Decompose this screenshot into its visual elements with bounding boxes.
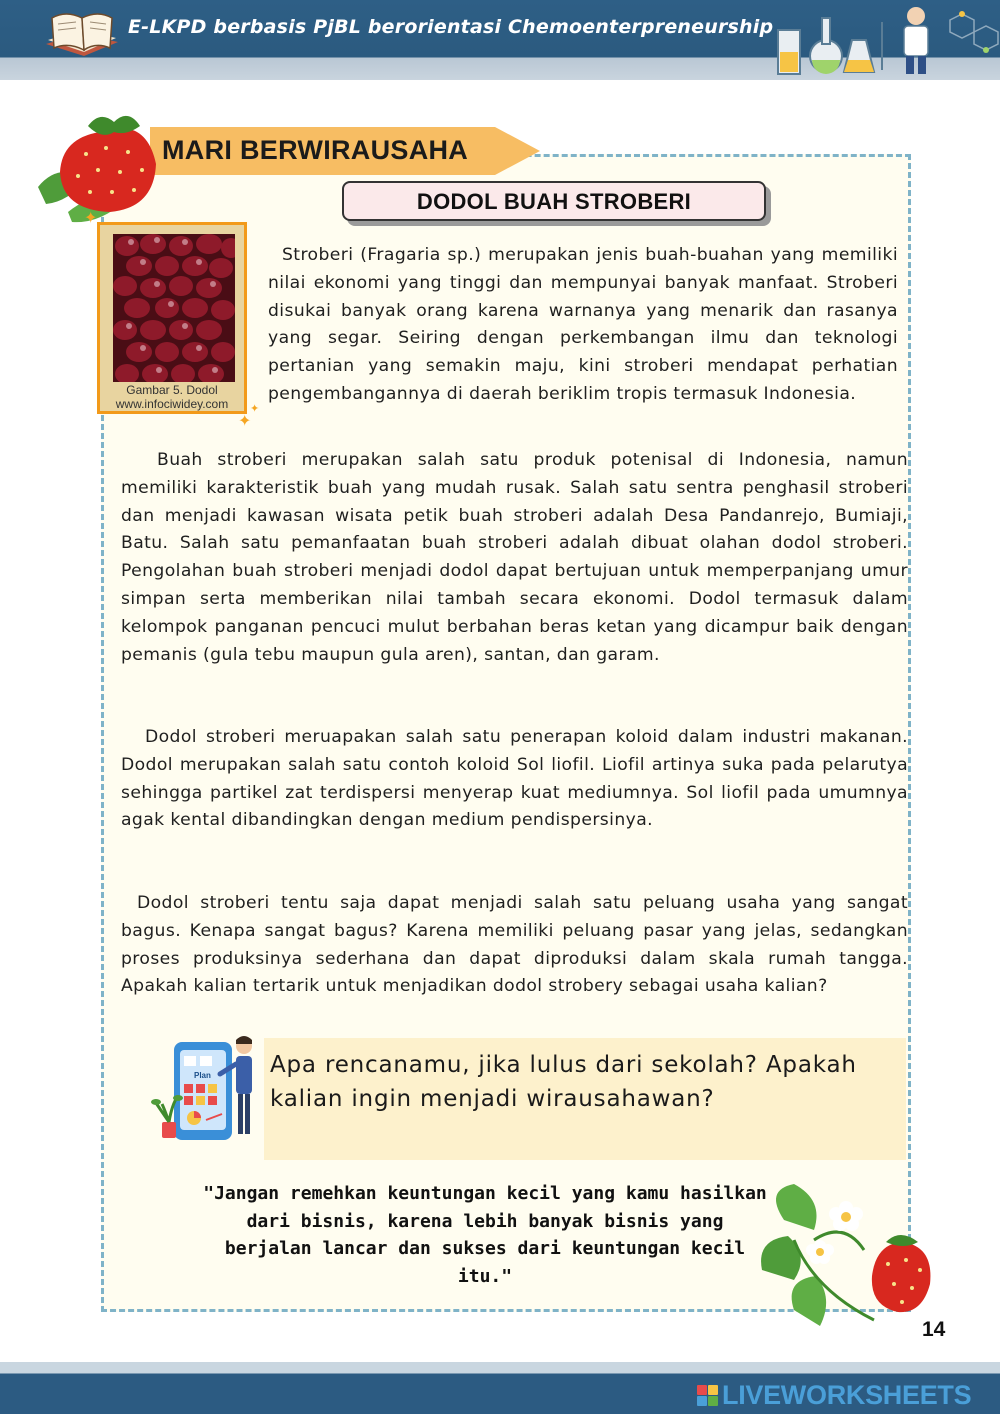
strawberry-plant-icon <box>754 1180 944 1340</box>
paragraph-business: Dodol stroberi tentu saja dapat menjadi salah satu peluang usaha yang sangat bagus. Kenapa sangat bagus? Karena memiliki peluang pasar yang jelas, sedangkan proses produksinya sederhana dan dapat diproduksi dalam skala rumah tangga. Apakah kalian tertarik untuk menjadikan dodol strobery sebagai usaha kalian? <box>121 893 908 997</box>
figure-caption-source: www.infociwidey.com <box>115 397 229 411</box>
strawberry-icon <box>28 92 173 227</box>
question-box <box>264 1038 906 1160</box>
header-title: E-LKPD berbasis PjBL berorientasi Chemoenterpreneurship <box>128 16 774 38</box>
paragraph-potential: Buah stroberi merupakan salah satu produk potenisal di Indonesia, namun memiliki karakteristik buah yang mudah rusak. Salah satu sentra penghasil stroberi dan menjadi kawasan wisata petik buah stroberi adalah Desa Pandanrejo, Bumiaji, Batu. Salah satu pemanfaatan buah stroberi adalah dibuat olahan dodol stroberi. Pengolahan buah stroberi menjadi dodol dapat bertujuan untuk memperpanjang umur simpan serta memberikan nilai tambah secara ekonomi. Dodol termasuk dalam kelompok panganan pencuci mulut berbahan beras ketan yang dicampur baik dengan pemanis (gula tebu maupun gula aren), santan, dan garam. <box>121 450 908 665</box>
liveworksheets-logo[interactable] <box>697 1380 971 1411</box>
section-banner <box>150 127 540 175</box>
motivational-quote: "Jangan remehkan keuntungan kecil yang kamu hasilkan dari bisnis, karena lebih banyak bisnis yang berjalan lancar dan sukses dari keuntungan kecil itu." <box>203 1183 767 1287</box>
liveworksheets-brand: LIVEWORKSHEETS <box>722 1380 972 1410</box>
subtitle: DODOL BUAH STROBERI <box>416 189 692 214</box>
figure-caption <box>100 383 244 411</box>
header-band <box>0 0 1000 80</box>
page-number: 14 <box>922 1318 946 1341</box>
paragraph-intro: Stroberi (Fragaria sp.) merupakan jenis buah-buahan yang memiliki nilai ekonomi yang tinggi dan mempunyai banyak manfaat. Stroberi disukai banyak orang karena warnanya yang menarik dan rasanya yang segar. Seiring dengan perkembangan ilmu dan teknologi pertanian yang semakin maju, kini stroberi mendapat perhatian pengembangannya di daerah beriklim tropis termasuk Indonesia. <box>268 245 898 404</box>
sparkle-icon: ✦ <box>84 208 98 227</box>
chemistry-lab-icon <box>770 0 1000 78</box>
liveworksheets-logo-icon <box>697 1385 718 1406</box>
subtitle-box <box>342 181 766 221</box>
section-title: MARI BERWIRAUSAHA <box>162 135 469 165</box>
flower-icon <box>829 1201 863 1231</box>
figure-caption-title: Gambar 5. Dodol <box>126 383 218 397</box>
question-text: Apa rencanamu, jika lulus dari sekolah? Apakah kalian ingin menjadi wirausahawan? <box>270 1052 857 1112</box>
plan-label: Plan <box>194 1071 211 1080</box>
figure-dodol <box>97 222 247 414</box>
sparkle-icon: ✦ <box>250 402 260 415</box>
sparkle-icon: ✦ <box>238 411 252 430</box>
paragraph-colloid: Dodol stroberi meruapakan salah satu penerapan koloid dalam industri makanan. Dodol merupakan salah satu contoh koloid Sol liofil. Liofil artinya suka pada pelarutya sehingga partikel zat terdispersi menyerap kuat mediumnya. Sol liofil pada umumnya agak kental dibandingkan dengan medium pendispersinya. <box>121 727 908 831</box>
dodol-photo <box>113 234 235 382</box>
book-icon <box>40 4 124 60</box>
business-plan-icon <box>150 1034 265 1146</box>
